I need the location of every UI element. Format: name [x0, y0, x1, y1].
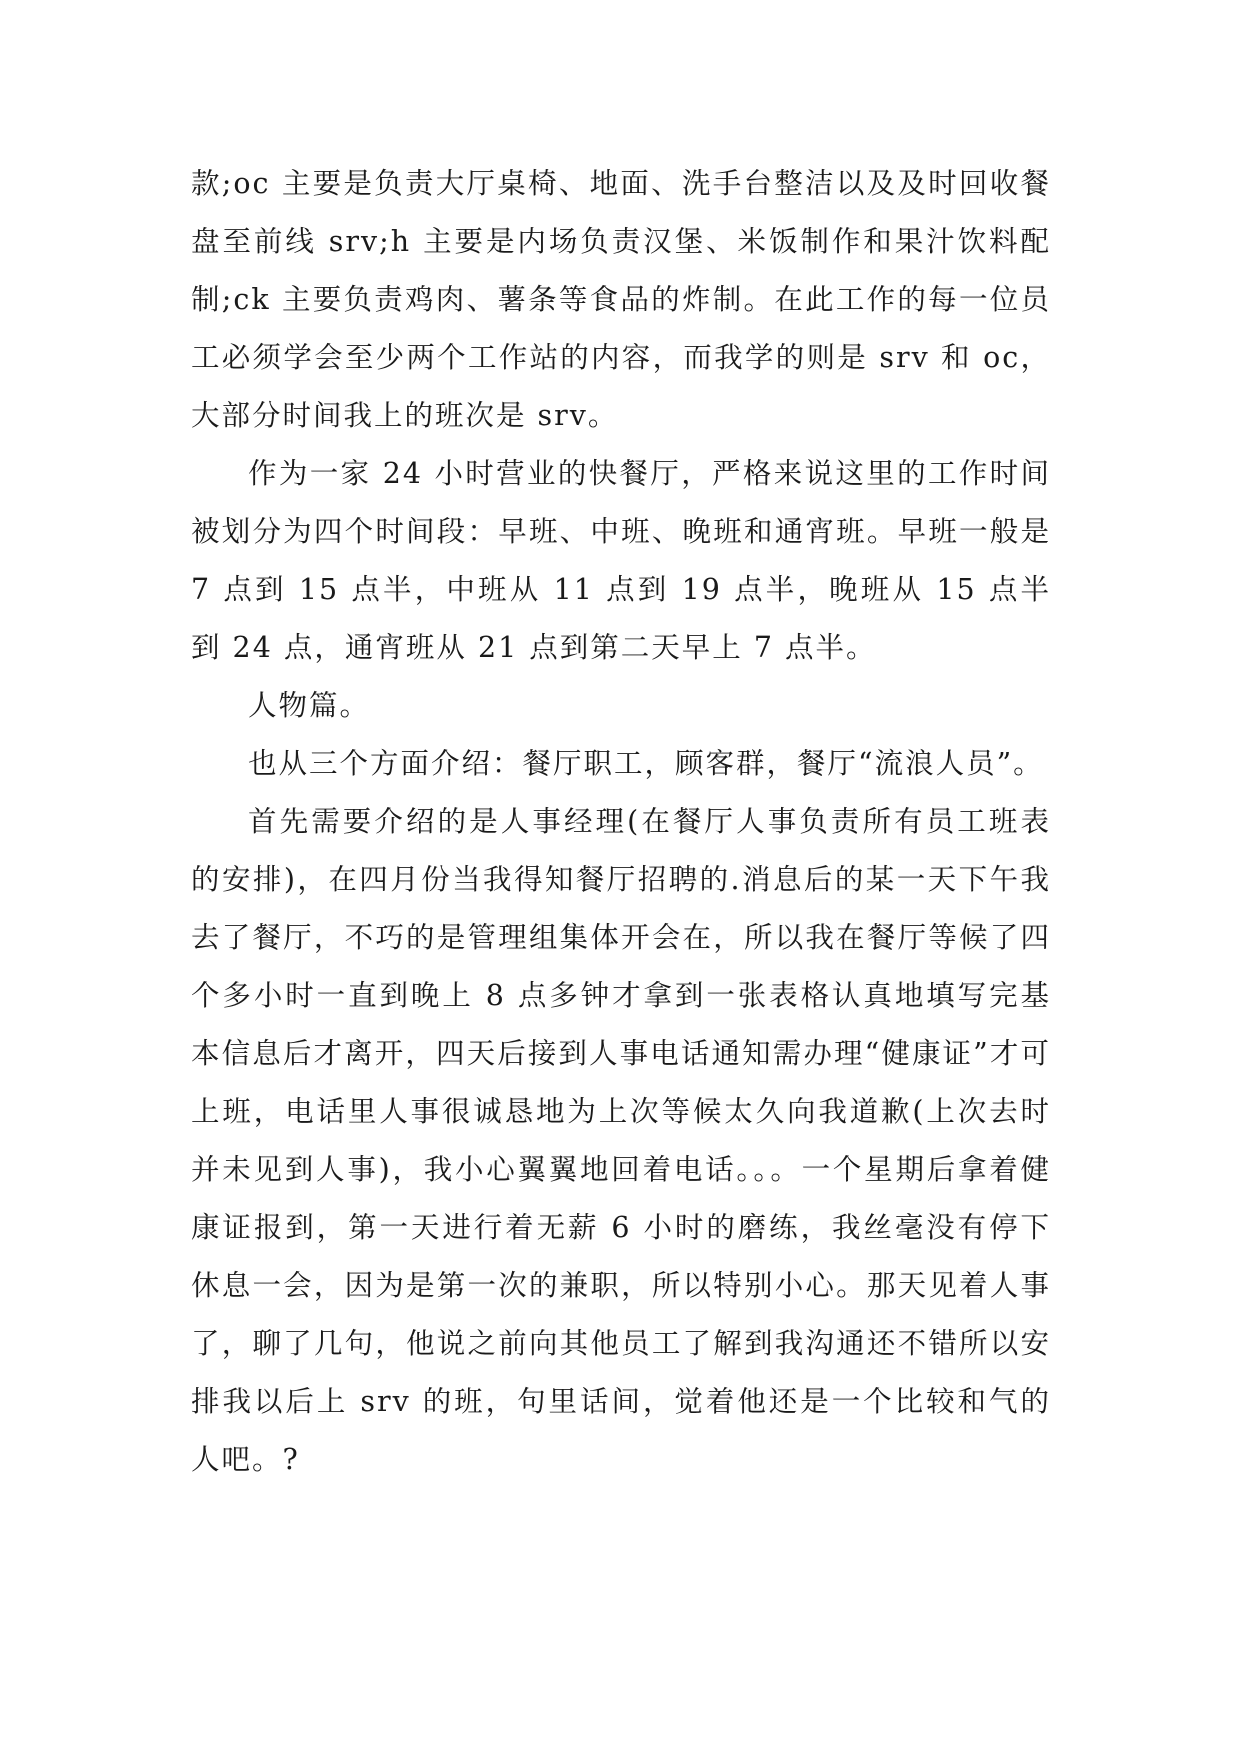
paragraph-hr-manager: 首先需要介绍的是人事经理(在餐厅人事负责所有员工班表的安排)，在四月份当我得知餐厅招聘的.消息后的某一天下午我去了餐厅，不巧的是管理组集体开会在，所以我在餐厅等候了四个多小时一直到晚上 8 点多钟才拿到一张表格认真地填写完基本信息后才离开，四天后接到人事电话通知需办理“健康证”才可上班，电话里人事很诚恳地为上次等候太久向我道歉(上次去时并未见到人事)，我小心翼翼地回着电话。。。一个星期后拿着健康证报到，第一天进行着无薪 6 小时的磨练，我丝毫没有停下休息一会，因为是第一次的兼职，所以特别小心。那天见着人事了，聊了几句，他说之前向其他员工了解到我沟通还不错所以安排我以后上 srv 的班，句里话间，觉着他还是一个比较和气的人吧。? — [191, 805, 1051, 1476]
section-heading-characters: 人物篇。 — [248, 689, 371, 722]
paragraph-continuation: 款;oc 主要是负责大厅桌椅、地面、洗手台整洁以及及时回收餐盘至前线 srv;h 主要是内场负责汉堡、米饭制作和果汁饮料配制;ck 主要负责鸡肉、薯条等食品的炸制。在此工作的每一位员工必须学会至少两个工作站的内容，而我学的则是 srv 和 oc，大部分时间我上的班次是 srv。 — [191, 167, 1051, 432]
paragraph-working-hours: 作为一家 24 小时营业的快餐厅，严格来说这里的工作时间被划分为四个时间段：早班、中班、晚班和通宵班。早班一般是 7 点到 15 点半，中班从 11 点到 19 点半，晚班从 15 点半到 24 点，通宵班从 21 点到第二天早上 7 点半。 — [191, 457, 1051, 664]
paragraph-introduction: 也从三个方面介绍：餐厅职工，顾客群，餐厅“流浪人员”。 — [248, 747, 1044, 780]
document-body — [191, 155, 1051, 1489]
